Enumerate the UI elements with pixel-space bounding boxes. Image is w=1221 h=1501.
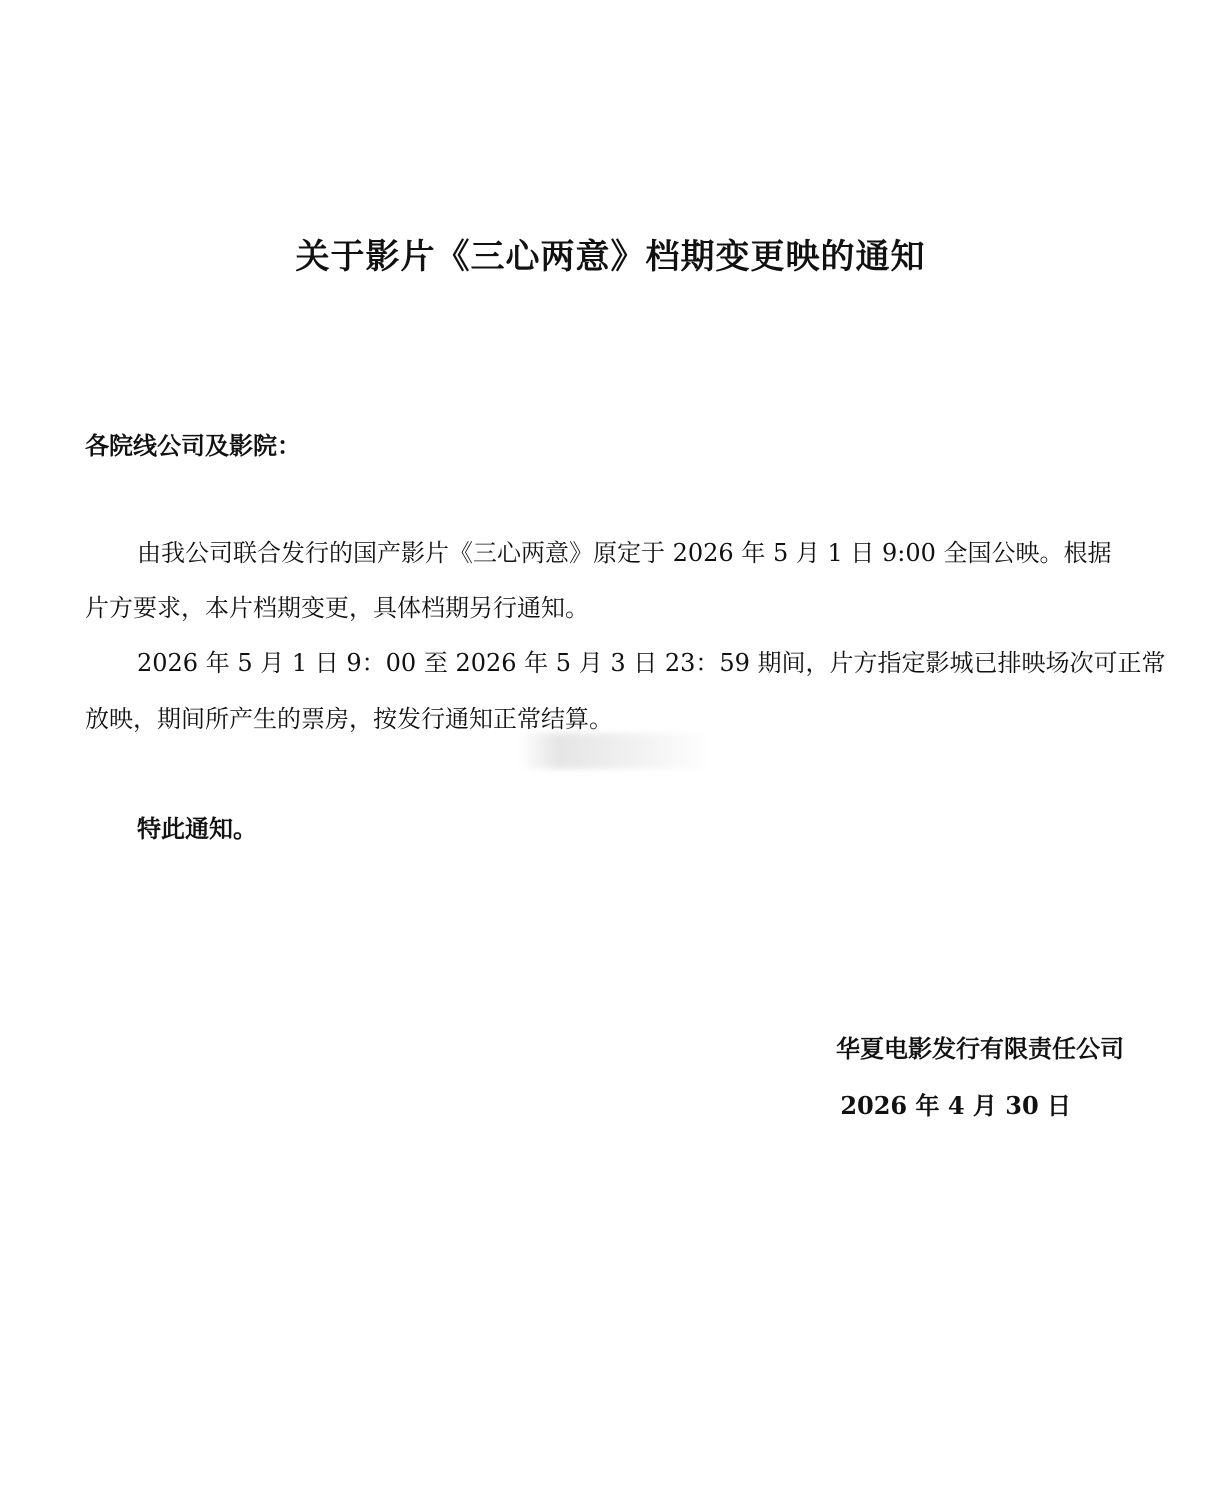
scan-smudge <box>520 733 710 769</box>
notice-title: 关于影片《三心两意》档期变更映的通知 <box>295 237 926 277</box>
body-paragraph-1-line-2: 片方要求，本片档期变更，具体档期另行通知。 <box>85 594 589 622</box>
body-paragraph-2-line-1: 2026 年 5 月 1 日 9：00 至 2026 年 5 月 3 日 23：59 期间，片方指定影城已排映场次可正常 <box>137 649 1166 677</box>
issue-date: 2026 年 4 月 30 日 <box>840 1091 1071 1120</box>
closing-text: 特此通知。 <box>137 815 257 843</box>
issuer-signature: 华夏电影发行有限责任公司 <box>836 1035 1124 1063</box>
body-paragraph-1-line-1: 由我公司联合发行的国产影片《三心两意》原定于 2026 年 5 月 1 日 9:00 全国公映。根据 <box>137 539 1112 567</box>
body-paragraph-2-line-2: 放映，期间所产生的票房，按发行通知正常结算。 <box>85 705 613 733</box>
salutation: 各院线公司及影院： <box>85 432 301 460</box>
